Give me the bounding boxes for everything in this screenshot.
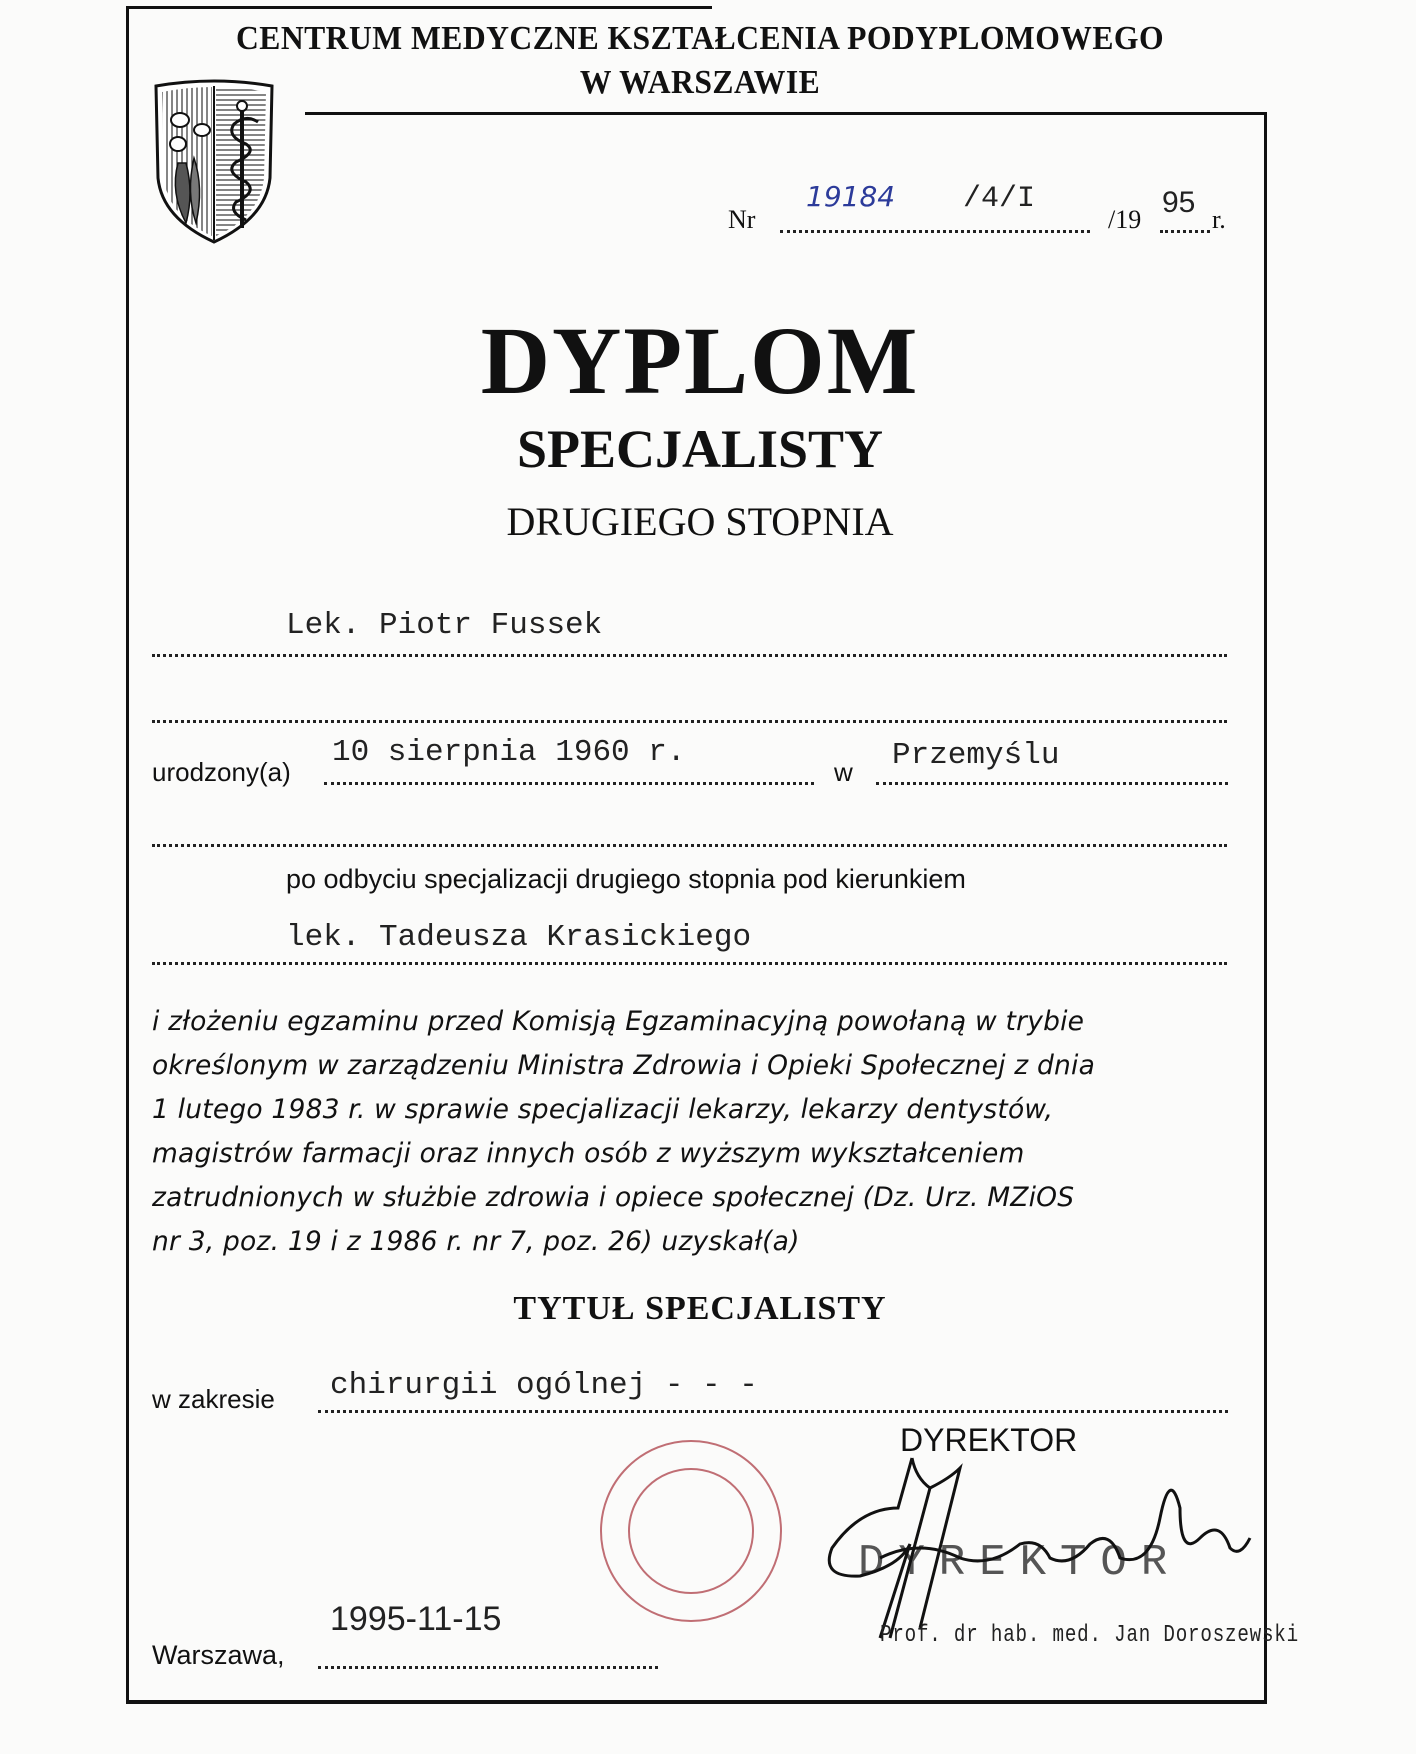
- degree-level: DRUGIEGO STOPNIA: [506, 499, 894, 544]
- birth-date: 10 sierpnia 1960 r.: [332, 735, 686, 770]
- legal-paragraph: [152, 1000, 1252, 1264]
- legal-line: zatrudnionych w służbie zdrowia i opiece społecznej (Dz. Urz. MZiOS: [152, 1182, 1075, 1213]
- director-stamp-overlay: DYREKTOR: [858, 1538, 1182, 1588]
- birth-place: Przemyślu: [892, 738, 1060, 773]
- handwritten-number: 19184: [806, 180, 896, 213]
- number-dotted-line: [780, 230, 1090, 233]
- frame-border-left: [126, 6, 129, 1703]
- blank-dotted-line-2: [152, 844, 1227, 847]
- number-label: Nr: [728, 205, 756, 234]
- number-typed-suffix: /4/I: [963, 182, 1036, 216]
- scope-dotted-line: [318, 1410, 1228, 1413]
- frame-border-top-inner: [305, 112, 1267, 115]
- year-prefix: /19: [1108, 205, 1142, 234]
- birth-label: urodzony(a): [152, 757, 291, 787]
- award-title: TYTUŁ SPECJALISTY: [513, 1290, 887, 1327]
- year-suffix: r.: [1212, 205, 1226, 234]
- birth-place-label: w: [834, 757, 853, 787]
- birth-place-dotted-line: [876, 782, 1228, 785]
- director-signature-icon: [820, 1448, 1260, 1648]
- supervisor-dotted-line: [152, 962, 1227, 965]
- supervisor-name: lek. Tadeusza Krasickiego: [286, 920, 752, 955]
- document-title: DYPLOM: [480, 307, 920, 414]
- recipient-name: Lek. Piotr Fussek: [286, 608, 603, 643]
- scope-value: chirurgii ogólnej - - -: [330, 1368, 758, 1403]
- recipient-dotted-line: [152, 654, 1227, 657]
- director-name-stamp: Prof. dr hab. med. Jan Doroszewski: [880, 1622, 1299, 1649]
- issue-place: Warszawa,: [152, 1640, 285, 1670]
- year-dotted-line: [1160, 230, 1210, 233]
- frame-border-top: [126, 6, 712, 9]
- coat-of-arms-icon: [150, 78, 278, 246]
- institution-name-line1: CENTRUM MEDYCZNE KSZTAŁCENIA PODYPLOMOWEGO: [235, 20, 1165, 57]
- issue-date-dotted-line: [318, 1666, 658, 1669]
- scope-label: w zakresie: [152, 1384, 275, 1414]
- blank-dotted-line-1: [152, 720, 1227, 723]
- issue-date: 1995-11-15: [330, 1600, 502, 1638]
- frame-border-bottom: [126, 1700, 1267, 1704]
- birth-date-dotted-line: [324, 782, 814, 785]
- legal-line: określonym w zarządzeniu Ministra Zdrowia i Opieki Społecznej z dnia: [152, 1050, 1096, 1081]
- supervision-text: po odbyciu specjalizacji drugiego stopnia pod kierunkiem: [286, 864, 966, 894]
- legal-line: 1 lutego 1983 r. w sprawie specjalizacji lekarzy, lekarzy dentystów,: [152, 1094, 1054, 1125]
- document-subtitle: SPECJALISTY: [516, 419, 884, 479]
- year-value: 95: [1162, 186, 1196, 219]
- official-round-stamp-inner: [628, 1468, 754, 1594]
- signatory-role: DYREKTOR: [900, 1422, 1078, 1458]
- legal-line: i złożeniu egzaminu przed Komisją Egzaminacyjną powołaną w trybie: [152, 1006, 1085, 1037]
- institution-name-line2: W WARSZAWIE: [579, 64, 821, 101]
- legal-line: nr 3, poz. 19 i z 1986 r. nr 7, poz. 26) uzyskał(a): [152, 1226, 800, 1257]
- legal-line: magistrów farmacji oraz innych osób z wyższym wykształceniem: [152, 1138, 1025, 1169]
